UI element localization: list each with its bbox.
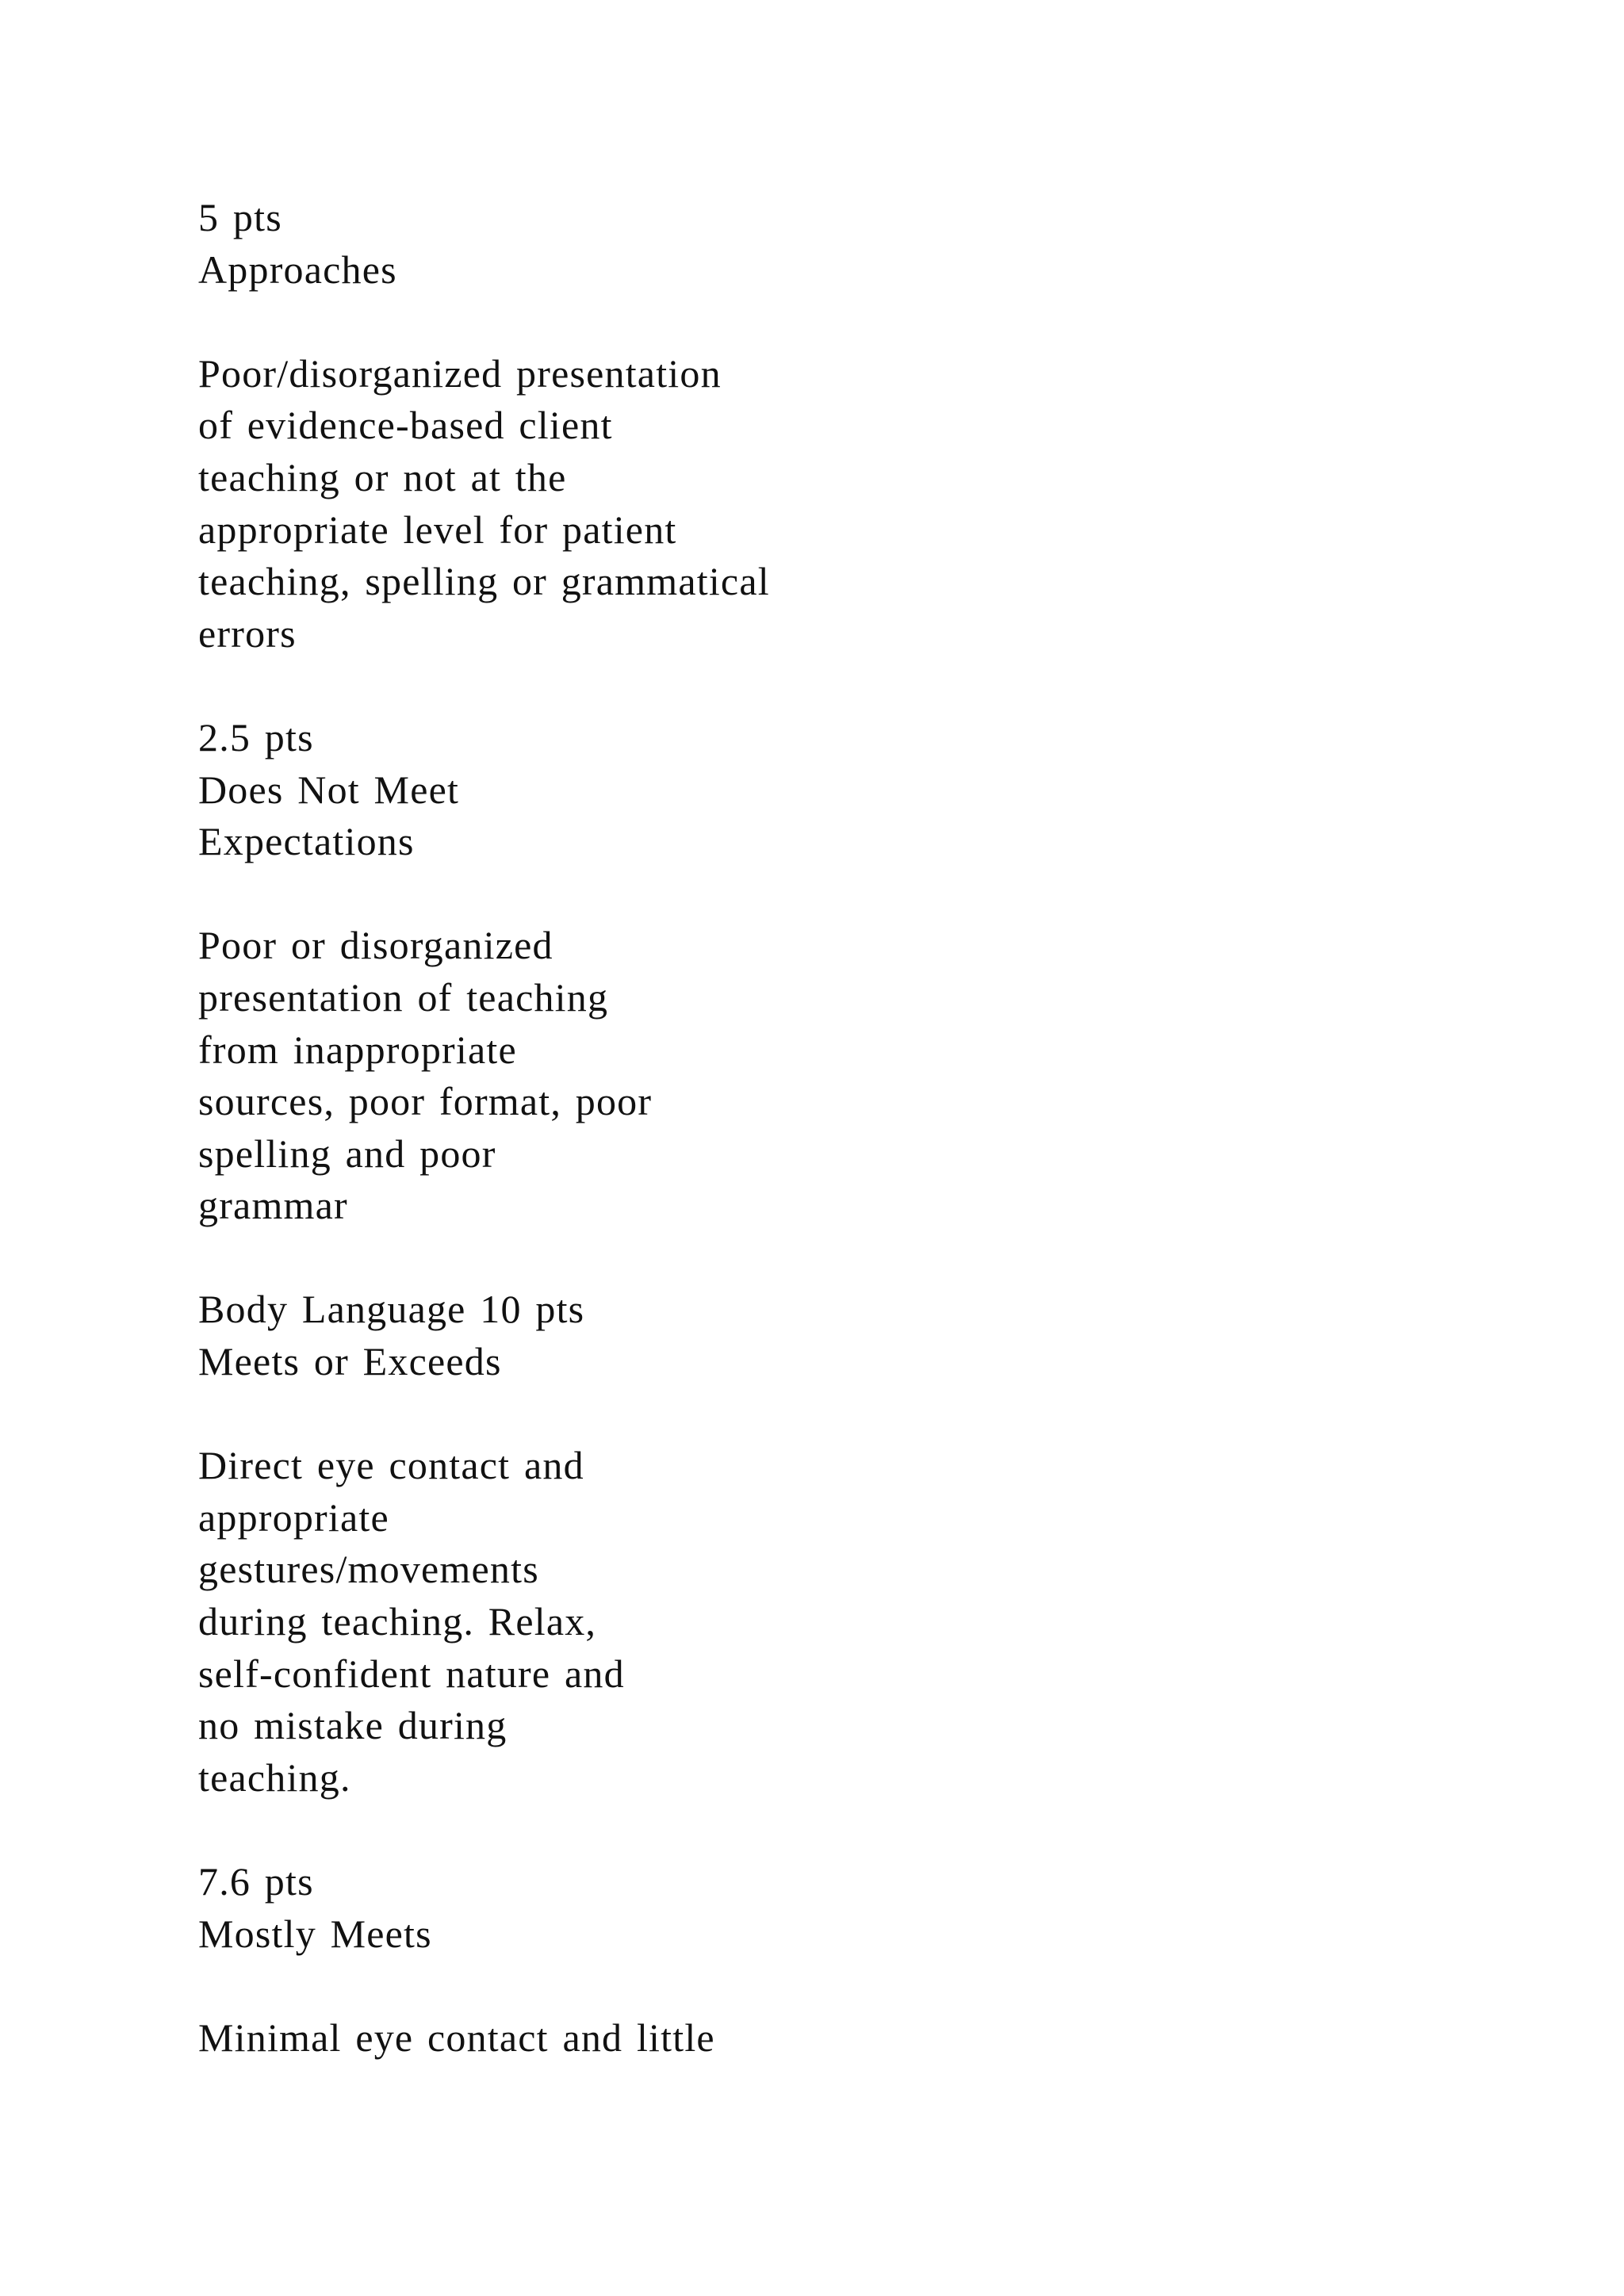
rating-label: Expectations: [198, 819, 415, 864]
text-line: Poor or disorganized: [198, 923, 553, 968]
text-line: appropriate: [198, 1494, 389, 1540]
text-line: self-confident nature and: [198, 1651, 625, 1696]
text-line: Poor/disorganized presentation: [198, 350, 722, 396]
text-line: Direct eye contact and: [198, 1443, 584, 1488]
rating-block-does-not-meet: [198, 712, 1546, 868]
document-body: [198, 192, 1546, 2116]
text-line: from inappropriate: [198, 1027, 517, 1072]
criterion-description: [198, 348, 1546, 660]
text-line: appropriate level for patient: [198, 507, 677, 552]
criterion-description: [198, 1440, 1546, 1804]
text-line: sources, poor format, poor: [198, 1079, 653, 1124]
rating-label: Meets or Exceeds: [198, 1339, 502, 1384]
points-label: 2.5 pts: [198, 714, 314, 760]
criterion-description: [198, 920, 1546, 1232]
rating-label: Does Not Meet: [198, 767, 460, 812]
rating-label: Mostly Meets: [198, 1911, 432, 1956]
text-line: grammar: [198, 1183, 348, 1228]
rating-label: Approaches: [198, 247, 397, 292]
text-line: during teaching. Relax,: [198, 1599, 597, 1644]
text-line: Minimal eye contact and little: [198, 2015, 715, 2060]
text-line: of evidence-based client: [198, 403, 613, 448]
text-line: teaching, spelling or grammatical: [198, 559, 770, 604]
text-line: errors: [198, 610, 297, 656]
text-line: teaching.: [198, 1755, 351, 1800]
text-line: gestures/movements: [198, 1547, 539, 1592]
text-line: spelling and poor: [198, 1131, 496, 1176]
rating-block-mostly-meets: [198, 1856, 1546, 1960]
rating-block-approaches: [198, 192, 1546, 296]
text-line: no mistake during: [198, 1703, 508, 1748]
points-label: 5 pts: [198, 195, 282, 239]
criterion-title: Body Language 10 pts: [198, 1287, 585, 1332]
criterion-description: [198, 2012, 1546, 2064]
criterion-heading-body-language: [198, 1284, 1546, 1387]
text-line: teaching or not at the: [198, 454, 567, 499]
points-label: 7.6 pts: [198, 1859, 314, 1904]
text-line: presentation of teaching: [198, 974, 609, 1020]
